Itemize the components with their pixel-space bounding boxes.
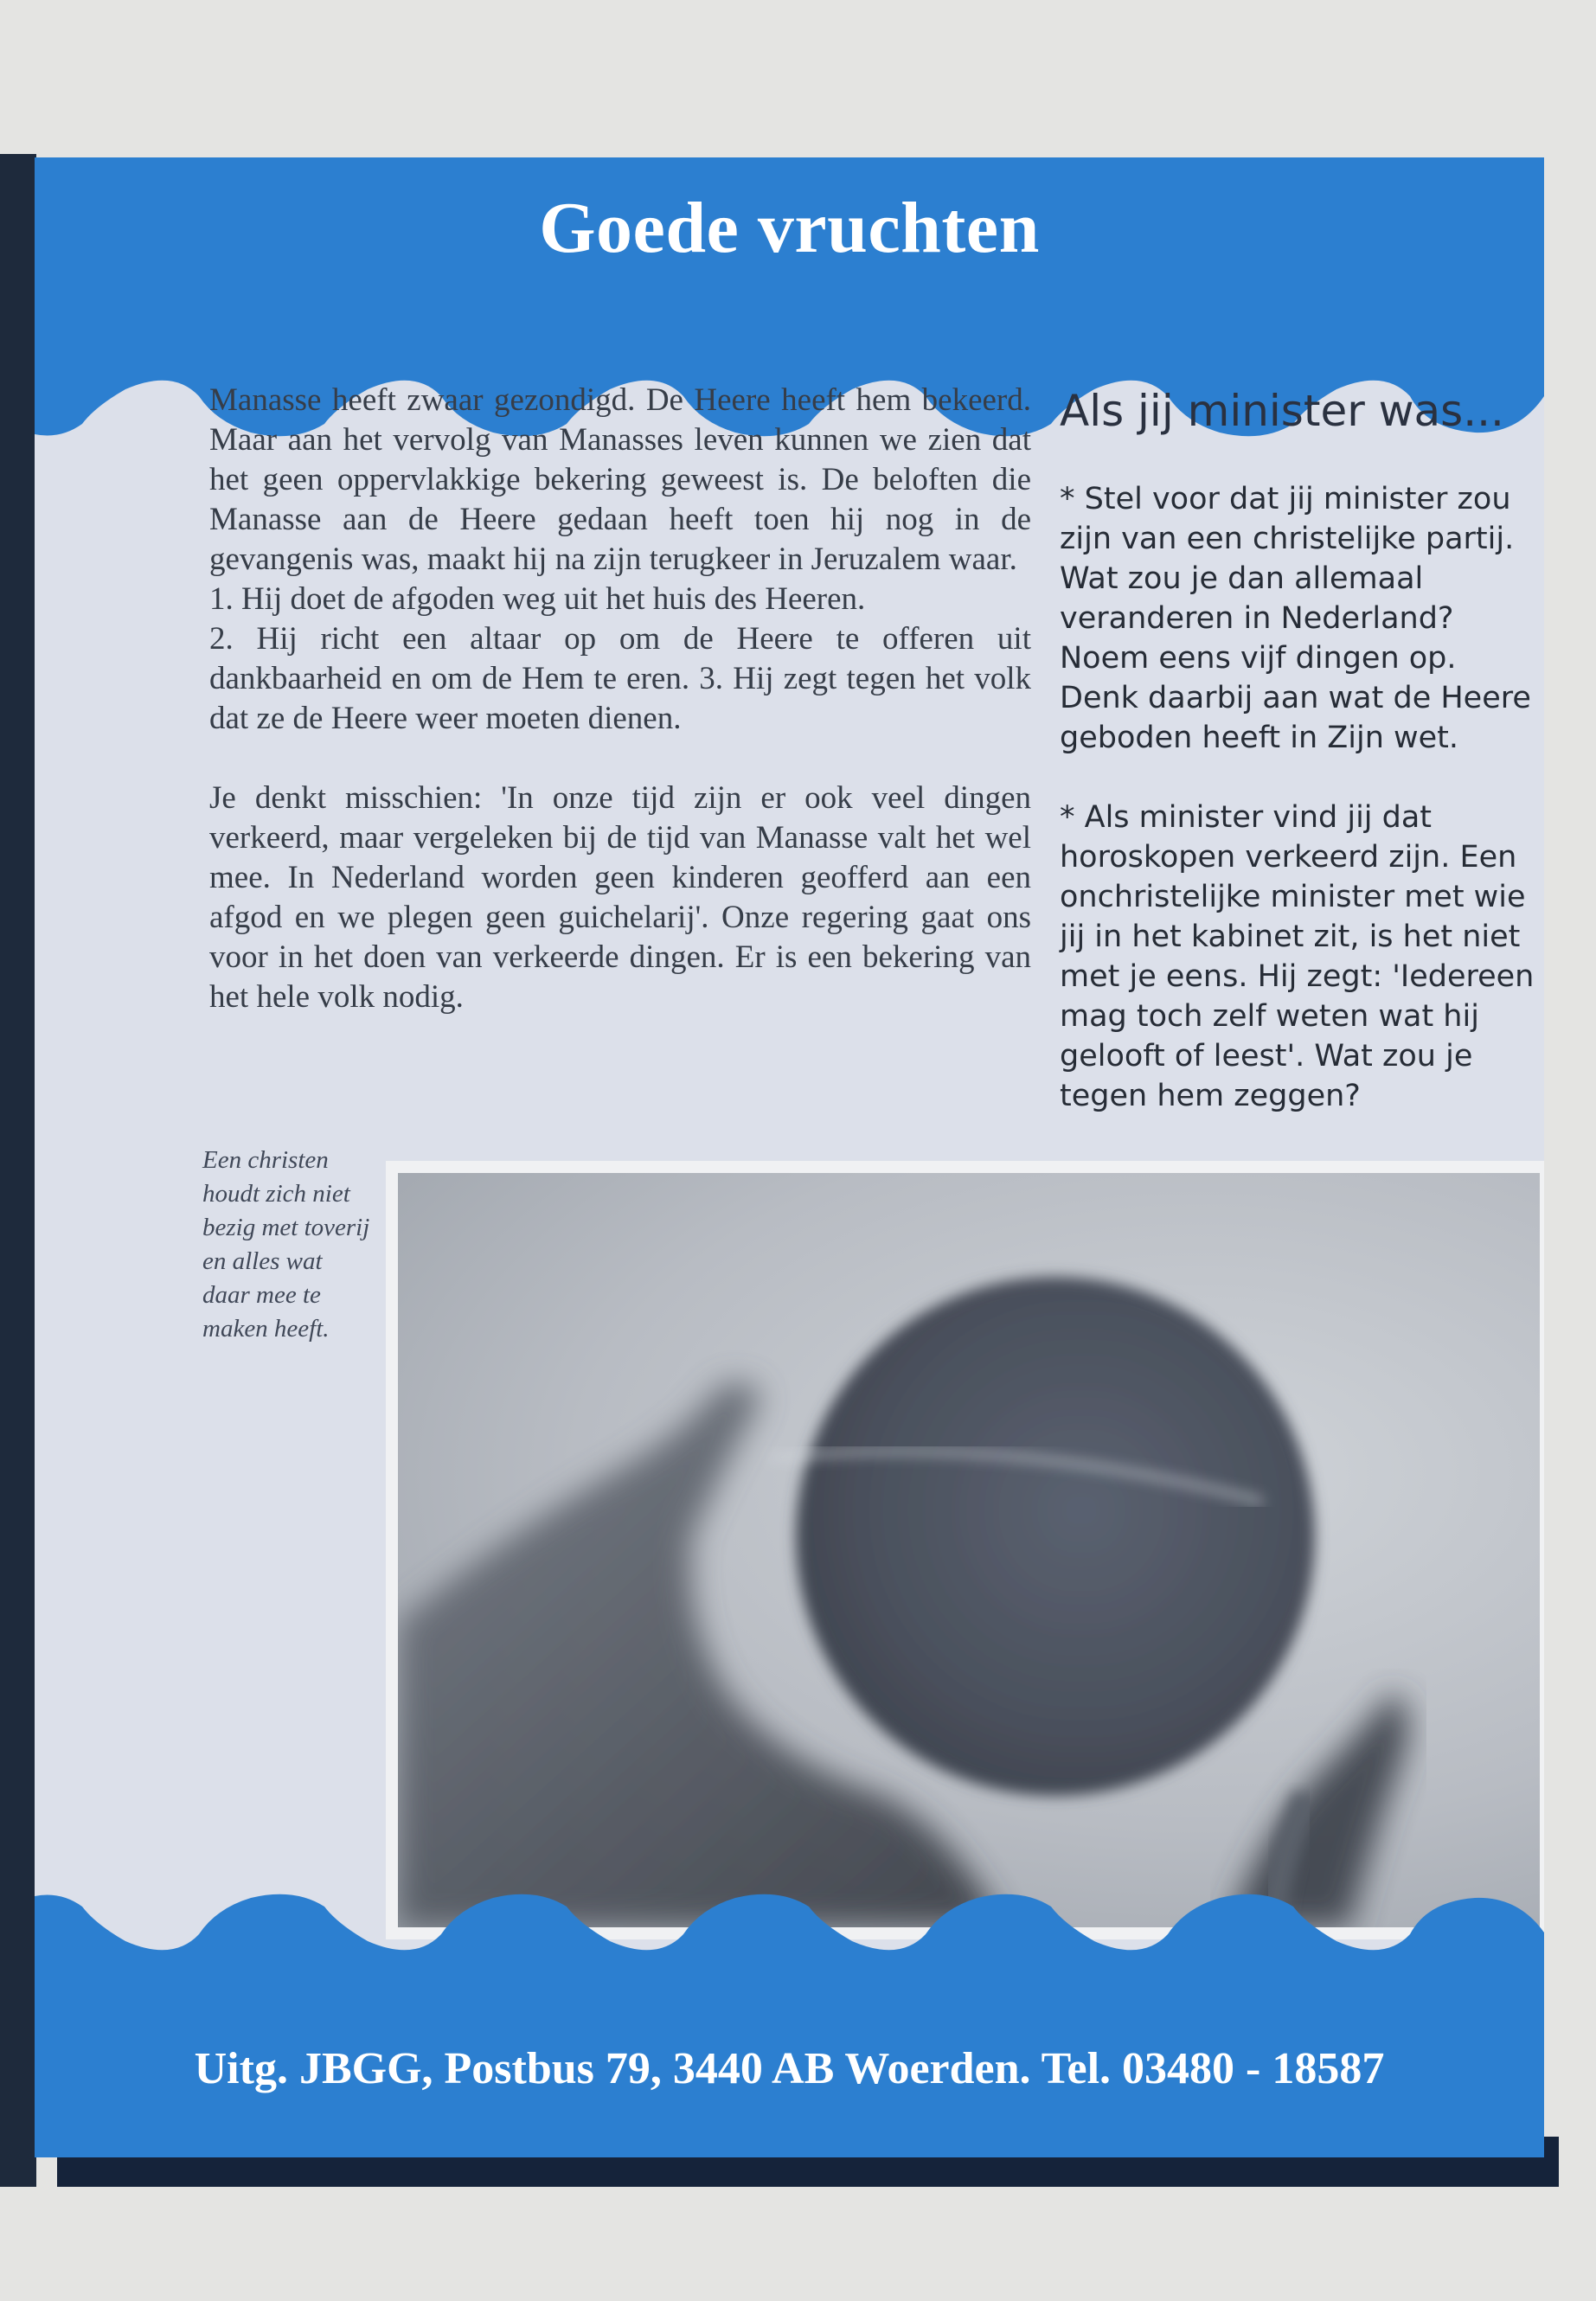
- book-spine: [0, 154, 36, 2187]
- photo-frame: [386, 1161, 1544, 1939]
- question-text: Denk daarbij aan wat de Heere geboden heeft in Zijn wet.: [1060, 681, 1531, 755]
- article-point: 1. Hij doet de afgoden weg uit het huis des Heeren.: [209, 581, 866, 617]
- question-text: Noem eens vijf dingen op.: [1060, 641, 1457, 676]
- question-text: * Stel voor dat jij minister zou zijn van een christelijke partij. Wat zou je dan allemaal veranderen in Nederland?: [1060, 482, 1515, 636]
- magazine-page: [35, 157, 1544, 2157]
- footer-wave-decoration: [35, 1889, 1544, 1958]
- main-article: [209, 381, 1031, 1017]
- header-banner: [35, 157, 1544, 374]
- photo-caption: Een christen houdt zich niet bezig met toverij en alles wat daar mee te maken heeft.: [202, 1146, 370, 1343]
- crystal-ball-illustration: [398, 1173, 1540, 1927]
- publisher-address: Uitg. JBGG, Postbus 79, 3440 AB Woerden. Tel. 03480 - 18587: [194, 2044, 1385, 2093]
- sidebar-heading: Als jij minister was...: [1060, 386, 1504, 436]
- page-title: Goede vruchten: [539, 188, 1040, 268]
- question-text: * Als minister vind jij dat horoskopen verkeerd zijn. Een onchristelijke minister met wie jij in het kabinet zit, is het niet met je eens. Hij zegt: 'Iedereen mag toch zelf weten wat hij gelooft of leest'. Wat zou je tegen hem zeggen?: [1060, 800, 1535, 1113]
- article-point: 2. Hij richt een altaar op om de Heere te offeren uit dankbaarheid en om de Hem te eren. 3. Hij zegt tegen het volk dat ze de Heere weer moeten dienen.: [209, 621, 1031, 736]
- crystal-ball-photo: [398, 1173, 1540, 1927]
- article-paragraph: Je denkt misschien: 'In onze tijd zijn er ook veel dingen verkeerd, maar vergeleken bij de tijd van Manasse valt het wel mee. In Nederland worden geen kinderen geofferd aan een afgod en we plegen geen guichelarij'. Onze regering gaat ons voor in het doen van verkeerde dingen. Er is een bekering van het hele volk nodig.: [209, 780, 1031, 1015]
- sidebar-questions: [1060, 381, 1544, 1116]
- article-paragraph: Manasse heeft zwaar gezondigd. De Heere heeft hem bekeerd. Maar aan het vervolg van Manasses leven kunnen we zien dat het geen oppervlakkige bekering geweest is. De beloften die Manasse aan de Heere gedaan heeft toen hij nog in de gevangenis was, maakt hij na zijn terugkeer in Jeruzalem waar.: [209, 382, 1031, 577]
